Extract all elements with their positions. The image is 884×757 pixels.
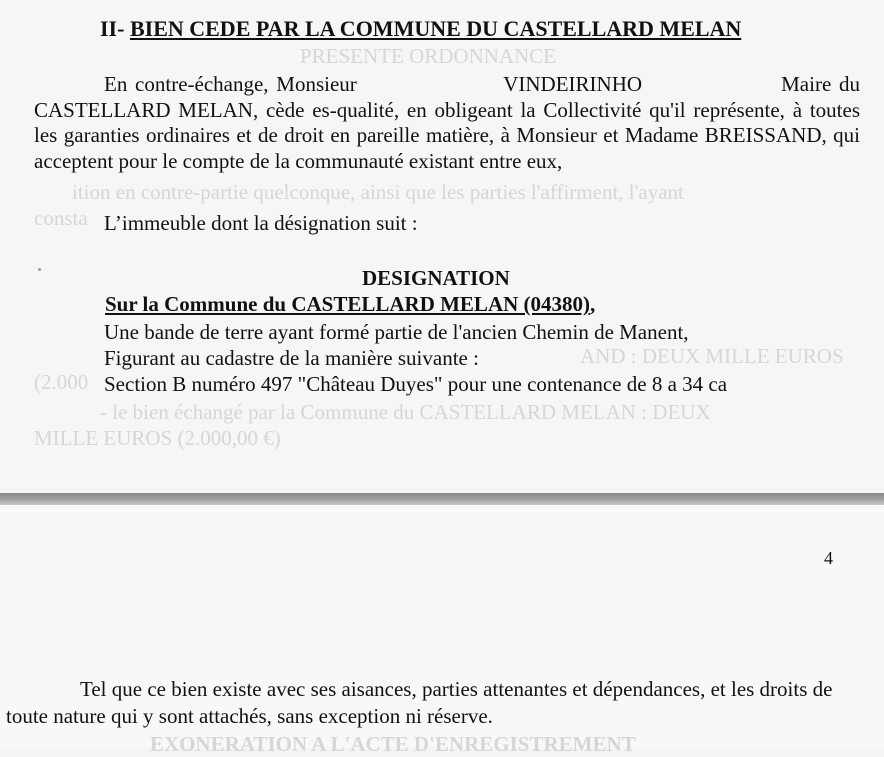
section-title: BIEN CEDE PAR LA COMMUNE DU CASTELLARD MELAN	[129, 16, 742, 41]
page-divider	[0, 493, 884, 505]
designation-title: DESIGNATION	[362, 266, 510, 290]
page-number: 4	[824, 548, 833, 568]
designation-line: Figurant au cadastre de la manière suivante :	[104, 346, 479, 370]
section-heading	[100, 16, 800, 42]
bleed-through-text: PRESENTE ORDONNANCE	[300, 44, 557, 68]
bleed-through-text: - le bien échangé par la Commune du CASTELLARD MELAN : DEUX	[100, 400, 711, 424]
conditions-paragraph: Tel que ce bien existe avec ses aisances, parties attenantes et dépendances, et les droits de toute nature qui y sont attachés, sans exception ni réserve.	[6, 677, 833, 728]
commune-label: Sur la Commune du CASTELLARD MELAN (04380),	[105, 292, 596, 316]
designation-line: Une bande de terre ayant formé partie de l'ancien Chemin de Manent,	[104, 320, 689, 344]
bleed-through-text: MILLE EUROS (2.000,00 €)	[34, 426, 281, 450]
bleed-through-text: (2.000	[34, 370, 89, 394]
exchange-paragraph: En contre-échange, Monsieur VINDEIRINHO Maire du CASTELLARD MELAN, cède es-qualité, en obligeant la Collectivité qu'il représente, à toutes les garanties ordinaires et de droit en pareille matière, à Monsieur et Madame BREISSAND, qui acceptent pour le compte de la communauté existant entre eux,	[34, 72, 860, 173]
designation-line: Section B numéro 497 "Château Duyes" pour une contenance de 8 a 34 ca	[104, 372, 728, 396]
bleed-through-text: AND : DEUX MILLE EUROS	[580, 344, 844, 368]
section-number: II-	[100, 16, 130, 41]
bleed-through-text: ition en contre-partie quelconque, ainsi que les parties l'affirment, l'ayant	[72, 180, 684, 204]
bleed-through-text: consta	[34, 206, 88, 230]
bleed-through-text: EXONERATION A L'ACTE D'ENREGISTREMENT	[150, 732, 636, 756]
scan-speck	[38, 268, 41, 271]
commune-name: Sur la Commune du CASTELLARD MELAN (04380)	[105, 292, 591, 316]
immeuble-line: L’immeuble dont la désignation suit :	[104, 211, 418, 235]
